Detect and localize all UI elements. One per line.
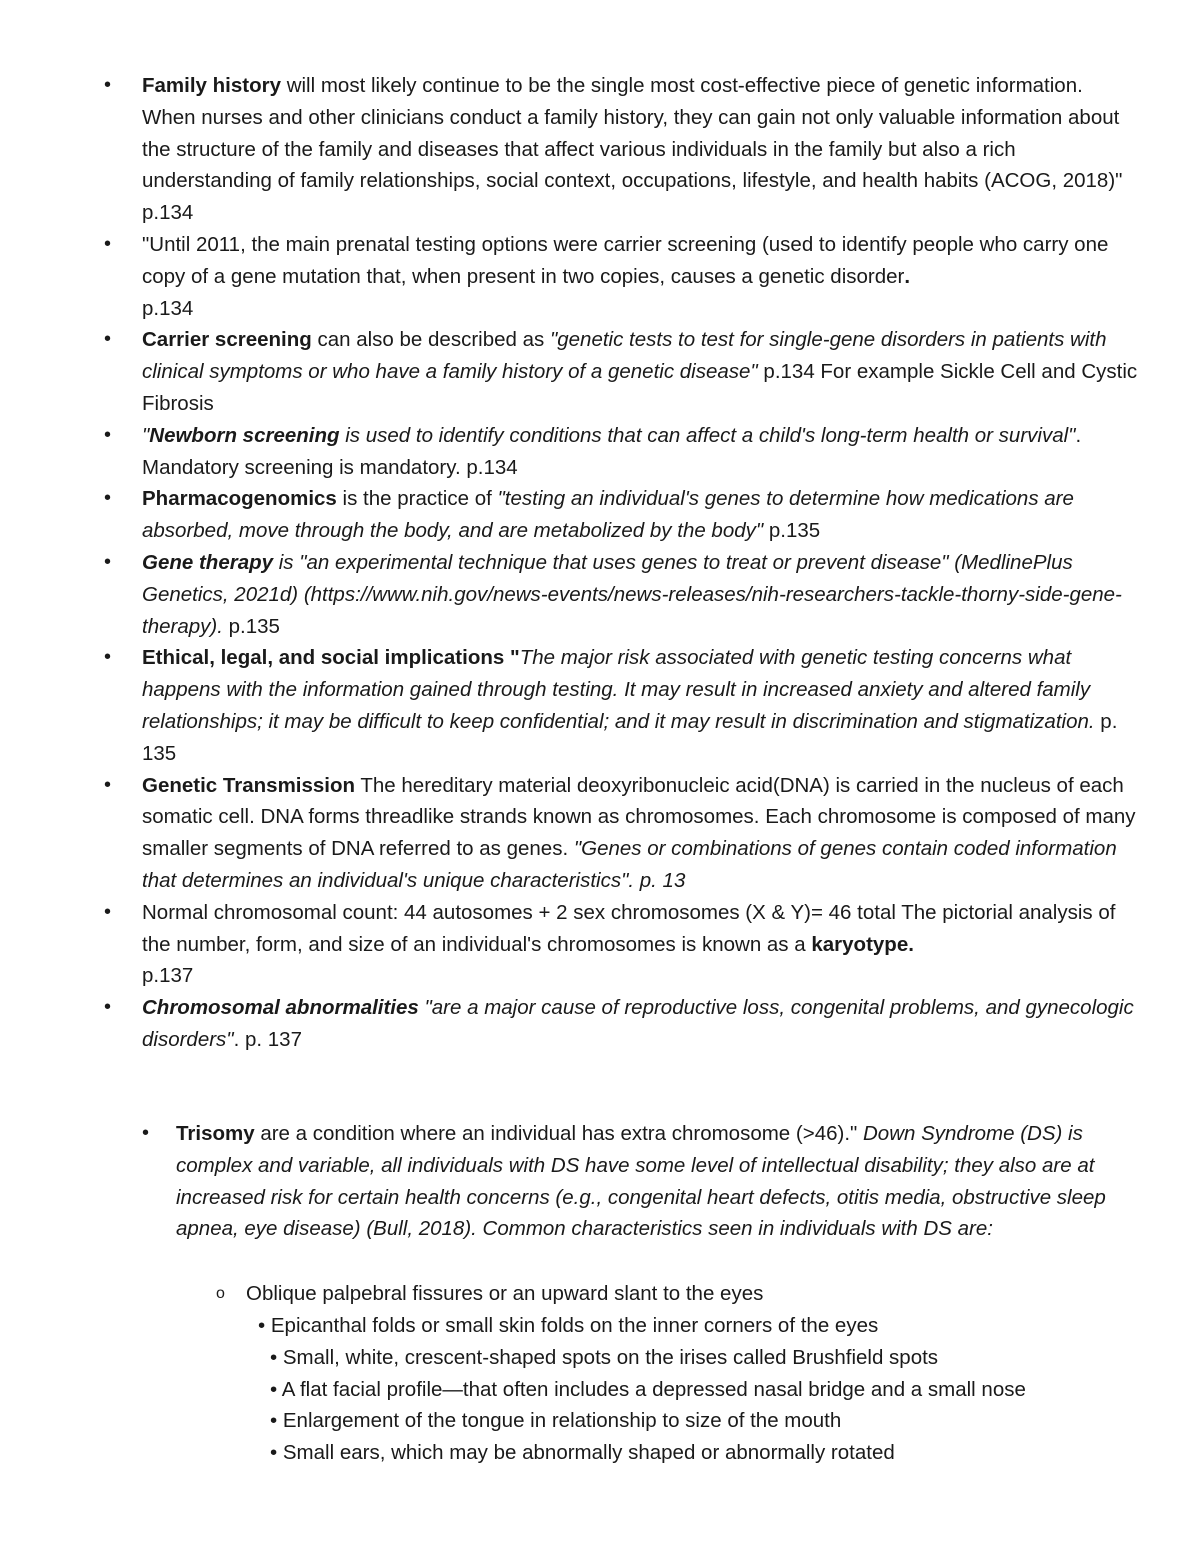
page-ref: p.135 — [222, 614, 280, 638]
list-item-chromosomal-abnormalities — [104, 992, 1142, 1056]
list-item-prenatal-testing — [104, 229, 1142, 324]
term-newborn-screening: Newborn screening — [149, 423, 340, 447]
list-item-epicanthal-folds: • Epicanthal folds or small skin folds on the inner corners of the eyes — [258, 1314, 879, 1337]
circle-bullet-icon: o — [216, 1285, 225, 1302]
term-genetic-transmission: Genetic Transmission — [142, 773, 356, 797]
item-text: are a condition where an individual has extra chromosome (>46)." — [254, 1122, 858, 1145]
bullet-icon: • — [142, 1122, 150, 1144]
item-text: p.134 For example Sickle Cell and Cystic Fibrosis — [142, 360, 1138, 415]
bold-period: . — [904, 264, 911, 288]
item-text: Normal chromosomal count: 44 autosomes + 2 sex chromosomes (X & Y)= 46 total The pictorial analysis of the number, form, and size of an individual's chromosomes is known as a — [142, 900, 1116, 956]
list-item-chromosomal-count — [104, 897, 1142, 992]
item-quote: is used to identify conditions that can affect a child's long-term health or survival" — [339, 423, 1076, 447]
item-text: . Mandatory screening is mandatory. p.134 — [142, 423, 1082, 479]
bullet-icon: • — [104, 74, 112, 96]
list-item-pharmacogenomics — [104, 483, 1142, 547]
list-item-gene-therapy — [104, 547, 1142, 642]
bullet-icon: • — [104, 328, 112, 351]
term-family-history: Family history — [142, 74, 281, 97]
term-karyotype: karyotype. — [811, 932, 914, 956]
item-quote: The major risk associated with genetic testing concerns what happens with the information gained through testing. It may result in increased anxiety and altered family relationships; it may be difficult to keep confidential; and it may result in discrimination and stigmatization. — [142, 646, 1095, 733]
item-text: "Until 2011, the main prenatal testing options were carrier screening (used to identify people who carry one copy of a gene mutation that, when present in two copies, causes a genetic disorder — [142, 232, 1109, 288]
item-quote: is "an experimental technique that uses genes to treat or prevent disease" (MedlinePlus Genetics, 2021d) (https://www.nih.gov/news-events/news-releases/nih-researchers-tackle-thorny-side-gene-therapy). — [142, 550, 1122, 638]
list-item-ethical-legal-social — [104, 642, 1142, 769]
term-gene-therapy: Gene therapy — [142, 550, 274, 574]
item-quote: " — [142, 423, 150, 447]
term-pharmacogenomics: Pharmacogenomics — [142, 487, 337, 511]
bullet-icon: • — [104, 900, 112, 923]
term-trisomy: Trisomy — [176, 1122, 255, 1145]
item-quote: "Genes or combinations of genes contain coded information that determines an individual's unique characteristics". p. 13 — [142, 837, 1117, 892]
bullet-icon: • — [104, 232, 112, 255]
term-ethical-legal-social: Ethical, legal, and social implications " — [142, 646, 520, 670]
term-carrier-screening: Carrier screening — [142, 328, 312, 352]
item-text: will most likely continue to be the single most cost-effective piece of genetic information. When nurses and other clinicians conduct a family history, they can gain not only valuable information about the structure of the family and diseases that affect various individuals in the family but also a rich understanding of family relationships, social context, occupations, lifestyle, and health habits (ACOG, 2018)" p.134 — [142, 74, 1123, 225]
list-item-family-history — [104, 70, 1142, 229]
item-text: Oblique palpebral fissures or an upward slant to the eyes — [246, 1282, 764, 1305]
item-text: can also be described as — [311, 328, 550, 352]
bullet-icon: • — [104, 996, 112, 1019]
list-item-newborn-screening — [104, 420, 1142, 484]
bullet-icon: • — [104, 773, 112, 796]
page-ref: p. 135 — [142, 709, 1118, 765]
bullet-icon: • — [104, 487, 112, 510]
list-item-oblique-fissures — [216, 1278, 1146, 1310]
item-text: The hereditary material deoxyribonucleic acid(DNA) is carried in the nucleus of each somatic cell. DNA forms threadlike strands known as chromosomes. Each chromosome is composed of many smaller segments of DNA referred to as genes. — [142, 773, 1136, 861]
item-quote: Down Syndrome (DS) is complex and variable, all individuals with DS have some level of intellectual disability; they also are at increased risk for certain health concerns (e.g., congenital heart defects, otitis media, obstructive sleep apnea, eye disease) (Bull, 2018). Common characteristics seen in individuals with DS are: — [176, 1122, 1106, 1241]
list-item-genetic-transmission — [104, 770, 1142, 897]
circle-bullet-list — [216, 1278, 1146, 1310]
list-item-small-ears: • Small ears, which may be abnormally shaped or abnormally rotated — [270, 1441, 895, 1465]
term-chromosomal-abnormalities: Chromosomal abnormalities — [142, 996, 419, 1020]
page-ref: p.137 — [142, 964, 194, 988]
list-item-tongue-enlargement: • Enlargement of the tongue in relationship to size of the mouth — [270, 1409, 842, 1433]
bullet-icon: • — [104, 423, 112, 446]
bullet-icon: • — [104, 550, 112, 573]
main-bullet-list — [104, 70, 1142, 1056]
page-ref: p.135 — [763, 519, 821, 543]
page-ref: p.134 — [142, 296, 194, 320]
list-item-brushfield-spots: • Small, white, crescent-shaped spots on the irises called Brushfield spots — [270, 1345, 939, 1369]
sub-bullet-list — [142, 1118, 1136, 1245]
list-item-trisomy — [142, 1118, 1136, 1245]
item-quote: "testing an individual's genes to determine how medications are absorbed, move through the body, and are metabolized by the body" — [142, 487, 1074, 543]
list-item-carrier-screening — [104, 324, 1142, 419]
item-quote: "are a major cause of reproductive loss, congenital problems, and gynecologic disorders" — [142, 996, 1134, 1051]
item-text: is the practice of — [336, 487, 498, 511]
item-quote: "genetic tests to test for single-gene disorders in patients with clinical symptoms or who have a family history of a genetic disease" — [142, 328, 1107, 384]
list-item-flat-facial-profile: • A flat facial profile—that often includes a depressed nasal bridge and a small nose — [270, 1377, 1026, 1401]
bullet-icon: • — [104, 646, 112, 669]
dot-bullet-list — [0, 1310, 1026, 1469]
page-ref: . p. 137 — [233, 1027, 302, 1051]
